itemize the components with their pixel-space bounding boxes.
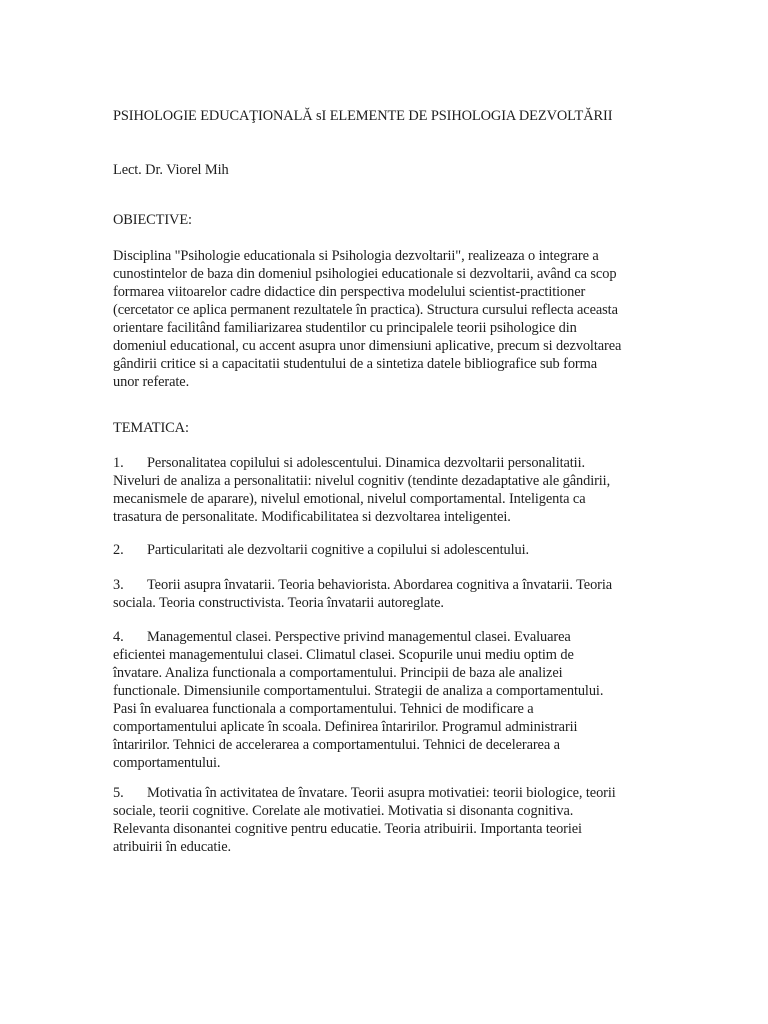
item-number: 4.: [113, 629, 124, 645]
objectives-heading: OBIECTIVE:: [113, 212, 192, 228]
item-line: comportamentului.: [113, 755, 221, 771]
item-number: 5.: [113, 785, 124, 801]
objectives-line: gândirii critice si a capacitatii studentului de a sintetiza datele bibliografice sub forma: [113, 356, 597, 372]
document-title: PSIHOLOGIE EDUCAŢIONALĂ sI ELEMENTE DE PSIHOLOGIA DEZVOLTĂRII: [113, 108, 613, 124]
item-number: 1.: [113, 455, 124, 471]
item-line: Particularitati ale dezvoltarii cognitive a copilului si adolescentului.: [147, 542, 530, 558]
item-line: Motivatia în activitatea de învatare. Teorii asupra motivatiei: teorii biologice, teorii: [147, 785, 616, 801]
tematica-item-3: [113, 576, 658, 612]
item-line: functionale. Dimensiunile comportamentului. Strategii de analiza a comportamentului.: [113, 683, 604, 699]
item-line: mecanismele de aparare), nivelul emotional, nivelul comportamental. Inteligenta ca: [113, 491, 586, 507]
item-line: Managementul clasei. Perspective privind managementul clasei. Evaluarea: [147, 629, 571, 645]
tematica-heading: TEMATICA:: [113, 420, 189, 436]
item-line: eficientei managementului clasei. Climatul clasei. Scopurile unui mediu optim de: [113, 647, 574, 663]
tematica-item-1: [113, 454, 658, 526]
item-line: Pasi în evaluarea functionala a comportamentului. Tehnici de modificare a: [113, 701, 534, 717]
objectives-line: cunostintelor de baza din domeniul psihologiei educationale si dezvoltarii, având ca scop: [113, 266, 617, 282]
item-number: 3.: [113, 577, 124, 593]
author-line: Lect. Dr. Viorel Mih: [113, 162, 229, 178]
item-line: învatare. Analiza functionala a comportamentului. Principii de baza ale analizei: [113, 665, 563, 681]
tematica-item-4: [113, 628, 658, 772]
item-line: atribuirii în educatie.: [113, 839, 231, 855]
objectives-line: domeniul educational, cu accent asupra unor dimensiuni aplicative, precum si dezvoltarea: [113, 338, 622, 354]
item-number: 2.: [113, 542, 124, 558]
item-line: Relevanta disonantei cognitive pentru educatie. Teoria atribuirii. Importanta teoriei: [113, 821, 582, 837]
item-line: Personalitatea copilului si adolescentului. Dinamica dezvoltarii personalitatii.: [147, 455, 585, 471]
objectives-line: (cercetator ce aplica permanent rezultatele în practica). Structura cursului reflecta aceasta: [113, 302, 618, 318]
objectives-line: Disciplina "Psihologie educationala si Psihologia dezvoltarii", realizeaza o integrare a: [113, 248, 599, 264]
tematica-item-5: [113, 784, 658, 856]
objectives-line: orientare facilitând familiarizarea studentilor cu principalele teorii psihologice din: [113, 320, 577, 336]
item-line: comportamentului aplicate în scoala. Definirea întaririlor. Programul administrarii: [113, 719, 578, 735]
item-line: sociala. Teoria constructivista. Teoria învatarii autoreglate.: [113, 595, 444, 611]
item-line: trasatura de personalitate. Modificabilitatea si dezvoltarea inteligentei.: [113, 509, 511, 525]
item-line: Teorii asupra învatarii. Teoria behaviorista. Abordarea cognitiva a învatarii. Teoria: [147, 577, 613, 593]
item-line: sociale, teorii cognitive. Corelate ale motivatiei. Motivatia si disonanta cognitiva.: [113, 803, 574, 819]
item-line: Niveluri de analiza a personalitatii: nivelul cognitiv (tendinte dezadaptative ale gândirii,: [113, 473, 611, 489]
objectives-line: unor referate.: [113, 374, 190, 390]
item-line: întaririlor. Tehnici de accelerarea a comportamentului. Tehnici de decelerarea a: [113, 737, 560, 753]
objectives-line: formarea viitoarelor cadre didactice din perspectiva modelului scientist-practitioner: [113, 284, 586, 300]
tematica-item-2: [113, 541, 658, 559]
objectives-paragraph: [113, 247, 658, 391]
